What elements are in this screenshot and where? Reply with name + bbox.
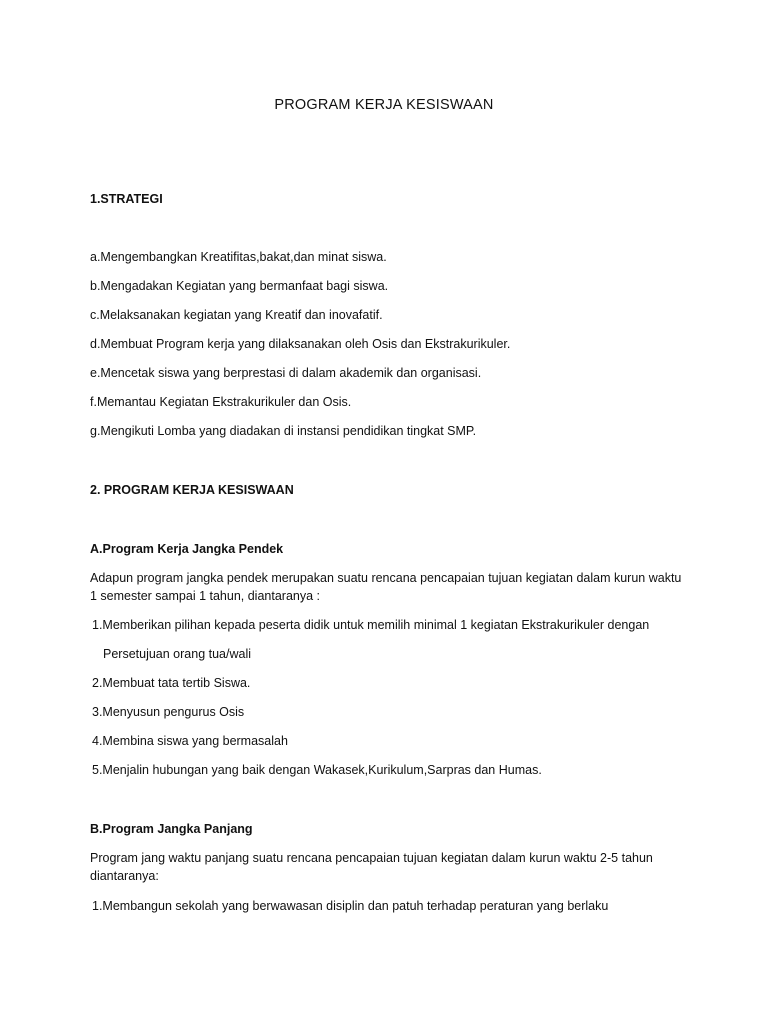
- list-item: 2.Membuat tata tertib Siswa.: [92, 676, 251, 690]
- section-heading-program-kerja: 2. PROGRAM KERJA KESISWAAN: [90, 483, 294, 497]
- subsection-heading-jangka-pendek: A.Program Kerja Jangka Pendek: [90, 542, 284, 556]
- list-item: g.Mengikuti Lomba yang diadakan di instansi pendidikan tingkat SMP.: [90, 424, 477, 438]
- list-item: f.Memantau Kegiatan Ekstrakurikuler dan Osis.: [90, 395, 352, 409]
- subsection-heading-jangka-panjang: B.Program Jangka Panjang: [90, 822, 253, 836]
- list-item: a.Mengembangkan Kreatifitas,bakat,dan minat siswa.: [90, 250, 387, 264]
- paragraph-jangka-panjang-intro: Program jang waktu panjang suatu rencana pencapaian tujuan kegiatan dalam kurun waktu 2-5 tahun diantaranya:: [90, 851, 653, 883]
- section-heading-strategi: 1.STRATEGI: [90, 192, 163, 206]
- list-item: d.Membuat Program kerja yang dilaksanakan oleh Osis dan Ekstrakurikuler.: [90, 337, 511, 351]
- paragraph-jangka-pendek-intro: Adapun program jangka pendek merupakan suatu rencana pencapaian tujuan kegiatan dalam kurun waktu 1 semester sampai 1 tahun, diantaranya :: [90, 571, 682, 603]
- list-item: e.Mencetak siswa yang berprestasi di dalam akademik dan organisasi.: [90, 366, 482, 380]
- page-title: PROGRAM KERJA KESISWAAN: [274, 97, 494, 113]
- list-item: 4.Membina siswa yang bermasalah: [92, 734, 288, 748]
- list-item: 1.Memberikan pilihan kepada peserta didik untuk memilih minimal 1 kegiatan Ekstrakurikuler dengan: [92, 618, 650, 632]
- list-item: Persetujuan orang tua/wali: [103, 647, 252, 661]
- list-item: 1.Membangun sekolah yang berwawasan disiplin dan patuh terhadap peraturan yang berlaku: [92, 899, 609, 913]
- list-item: c.Melaksanakan kegiatan yang Kreatif dan inovafatif.: [90, 308, 383, 322]
- list-item: 5.Menjalin hubungan yang baik dengan Wakasek,Kurikulum,Sarpras dan Humas.: [92, 763, 542, 777]
- list-item: 3.Menyusun pengurus Osis: [92, 705, 245, 719]
- list-item: b.Mengadakan Kegiatan yang bermanfaat bagi siswa.: [90, 279, 389, 293]
